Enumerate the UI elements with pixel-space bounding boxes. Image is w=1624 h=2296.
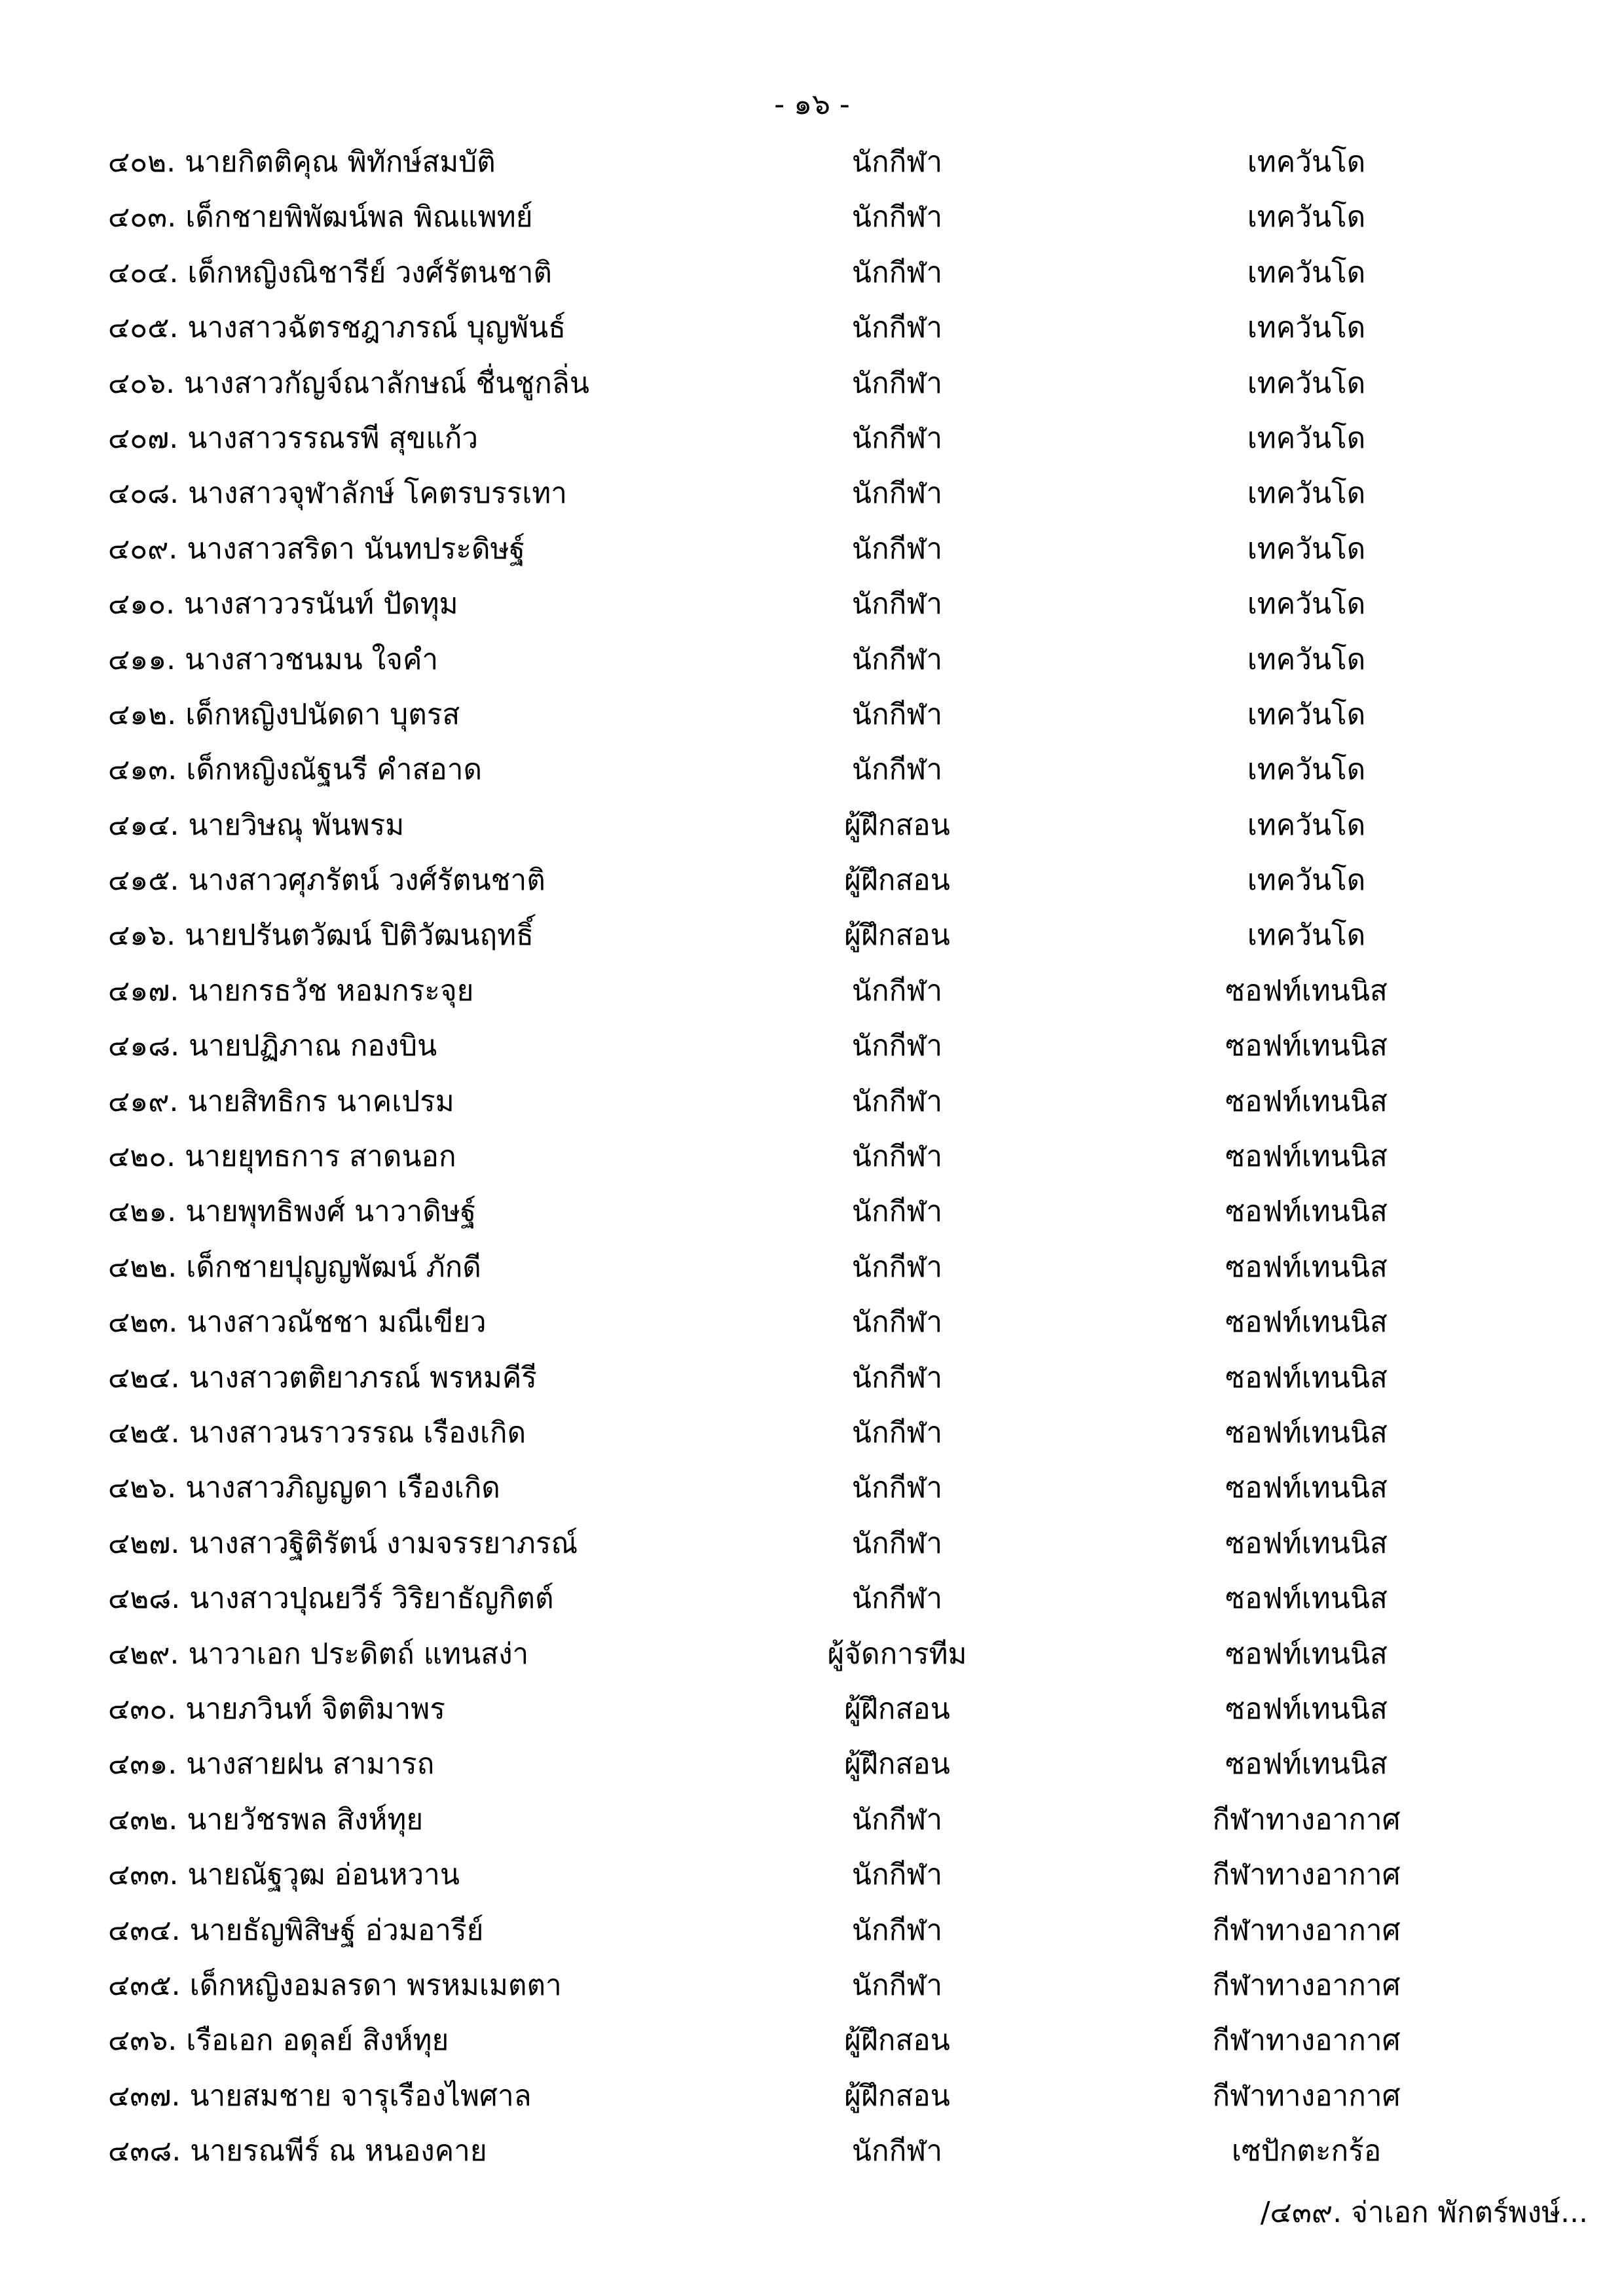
entry-name: ๔๒๓. นางสาวณัชชา มณีเขียว — [108, 1305, 487, 1339]
entry-role: ผู้ฝึกสอน — [844, 2079, 950, 2113]
entry-sport: ซอฟท์เทนนิส — [1225, 1195, 1388, 1229]
entry-role: นักกีฬา — [851, 1913, 943, 1947]
entry-name: ๔๓๑. นางสายฝน สามารถ — [108, 1747, 435, 1781]
entry-role: นักกีฬา — [851, 311, 943, 345]
entry-name: ๔๐๘. นางสาวจุฬาลักษ์ โคตรบรรเทา — [108, 477, 567, 511]
entry-sport: เซปักตะกร้อ — [1231, 2134, 1382, 2168]
roster-row — [0, 1468, 1624, 1523]
roster-row — [0, 1966, 1624, 2021]
entry-role: นักกีฬา — [851, 1582, 943, 1616]
roster-row — [0, 1303, 1624, 1358]
entry-name: ๔๐๙. นางสาวสริดา นันทประดิษฐ์ — [108, 532, 525, 566]
entry-sport: เทควันโด — [1247, 145, 1366, 179]
entry-sport: ซอฟท์เทนนิส — [1225, 1747, 1388, 1781]
roster-row — [0, 750, 1624, 805]
entry-sport: เทควันโด — [1247, 697, 1366, 731]
entry-sport: เทควันโด — [1247, 587, 1366, 621]
entry-role: นักกีฬา — [851, 366, 943, 400]
entry-role: นักกีฬา — [851, 974, 943, 1008]
roster-row — [0, 530, 1624, 585]
entry-role: นักกีฬา — [851, 1360, 943, 1394]
roster-row — [0, 419, 1624, 474]
entry-name: ๔๑๓. เด็กหญิงณัฐนรี คำสอาด — [108, 753, 483, 787]
roster-row — [0, 1027, 1624, 1082]
entry-sport: ซอฟท์เทนนิส — [1225, 1637, 1388, 1671]
entry-sport: ซอฟท์เทนนิส — [1225, 1140, 1388, 1174]
entry-name: ๔๑๒. เด็กหญิงปนัดดา บุตรส — [108, 697, 460, 731]
entry-name: ๔๑๐. นางสาววรนันท์ ปัดทุม — [108, 587, 458, 621]
entry-name: ๔๑๑. นางสาวชนมน ใจคำ — [108, 642, 439, 676]
entry-sport: ซอฟท์เทนนิส — [1225, 974, 1388, 1008]
page-number: - ๑๖ - — [774, 88, 850, 121]
roster-row — [0, 695, 1624, 750]
entry-role: ผู้ฝึกสอน — [844, 864, 950, 898]
entry-role: นักกีฬา — [851, 697, 943, 731]
entry-name: ๔๒๒. เด็กชายปุญญพัฒน์ ภักดี — [108, 1250, 481, 1284]
roster-row — [0, 1635, 1624, 1690]
entry-sport: เทควันโด — [1247, 808, 1366, 842]
entry-name: ๔๒๑. นายพุทธิพงศ์ นาวาดิษฐ์ — [108, 1195, 477, 1229]
entry-name: ๔๑๖. นายปรันตวัฒน์ ปิติวัฒนฤทธิ์ — [108, 919, 534, 953]
entry-role: นักกีฬา — [851, 477, 943, 511]
entry-name: ๔๓๒. นายวัชรพล สิงห์ทุย — [108, 1802, 424, 1836]
entry-sport: กีฬาทางอากาศ — [1212, 1858, 1401, 1892]
entry-sport: ซอฟท์เทนนิส — [1225, 1305, 1388, 1339]
roster-row — [0, 1745, 1624, 1800]
entry-sport: ซอฟท์เทนนิส — [1225, 1526, 1388, 1560]
entry-sport: เทควันโด — [1247, 919, 1366, 953]
roster-row — [0, 1579, 1624, 1634]
roster-row — [0, 2077, 1624, 2132]
entry-role: นักกีฬา — [851, 1084, 943, 1118]
entry-role: ผู้ฝึกสอน — [844, 808, 950, 842]
roster-row — [0, 253, 1624, 308]
entry-name: ๔๐๗. นางสาวรรณรพี สุขแก้ว — [108, 421, 479, 455]
entry-name: ๔๐๓. เด็กชายพิพัฒน์พล พิณแพทย์ — [108, 200, 533, 234]
roster-row — [0, 861, 1624, 916]
entry-name: ๔๒๗. นางสาวฐิติรัตน์ งามจรรยาภรณ์ — [108, 1526, 578, 1560]
entry-sport: กีฬาทางอากาศ — [1212, 1802, 1401, 1836]
entry-role: นักกีฬา — [851, 1526, 943, 1560]
entry-name: ๔๒๘. นางสาวปุณยวีร์ วิริยาธัญกิตต์ — [108, 1582, 554, 1616]
entry-role: นักกีฬา — [851, 145, 943, 179]
entry-role: นักกีฬา — [851, 1195, 943, 1229]
roster-row — [0, 143, 1624, 198]
entry-role: นักกีฬา — [851, 1305, 943, 1339]
roster-row — [0, 1524, 1624, 1579]
entry-sport: เทควันโด — [1247, 421, 1366, 455]
entry-name: ๔๓๔. นายธัญพิสิษฐ์ อ่วมอารีย์ — [108, 1913, 484, 1947]
entry-role: นักกีฬา — [851, 532, 943, 566]
entry-name: ๔๑๘. นายปฏิภาณ กองบิน — [108, 1029, 437, 1063]
roster-row — [0, 1800, 1624, 1855]
entry-sport: เทควันโด — [1247, 753, 1366, 787]
entry-name: ๔๑๕. นางสาวศุภรัตน์ วงศ์รัตนชาติ — [108, 864, 545, 898]
roster-row — [0, 308, 1624, 363]
roster-row — [0, 2132, 1624, 2187]
entry-role: นักกีฬา — [851, 421, 943, 455]
entry-name: ๔๒๙. นาวาเอก ประดิตถ์ แทนสง่า — [108, 1637, 529, 1671]
entry-name: ๔๓๐. นายภวินท์ จิตติมาพร — [108, 1692, 445, 1726]
entry-name: ๔๓๘. นายรณพีร์ ณ หนองคาย — [108, 2134, 487, 2168]
entry-role: นักกีฬา — [851, 1802, 943, 1836]
entry-role: นักกีฬา — [851, 1858, 943, 1892]
entry-role: นักกีฬา — [851, 200, 943, 234]
entry-role: นักกีฬา — [851, 1029, 943, 1063]
entry-sport: ซอฟท์เทนนิส — [1225, 1250, 1388, 1284]
roster-row — [0, 474, 1624, 529]
entry-name: ๔๑๙. นายสิทธิกร นาคเปรม — [108, 1084, 454, 1118]
roster-row — [0, 1855, 1624, 1910]
entry-sport: เทควันโด — [1247, 532, 1366, 566]
entry-sport: เทควันโด — [1247, 255, 1366, 289]
roster-row — [0, 1911, 1624, 1966]
roster-row — [0, 972, 1624, 1027]
roster-row — [0, 1248, 1624, 1303]
entry-role: นักกีฬา — [851, 1471, 943, 1505]
entry-sport: เทควันโด — [1247, 864, 1366, 898]
roster-row — [0, 1137, 1624, 1192]
roster-row — [0, 1192, 1624, 1247]
roster-row — [0, 1082, 1624, 1137]
entry-sport: เทควันโด — [1247, 311, 1366, 345]
entry-role: ผู้ฝึกสอน — [844, 1692, 950, 1726]
entry-sport: เทควันโด — [1247, 200, 1366, 234]
entry-sport: ซอฟท์เทนนิส — [1225, 1582, 1388, 1616]
entry-name: ๔๒๐. นายยุทธการ สาดนอก — [108, 1140, 456, 1174]
entry-name: ๔๒๔. นางสาวตติยาภรณ์ พรหมคีรี — [108, 1360, 537, 1394]
entry-role: ผู้ฝึกสอน — [844, 1747, 950, 1781]
entry-name: ๔๑๗. นายกรธวัช หอมกระจุย — [108, 974, 474, 1008]
roster-row — [0, 364, 1624, 419]
continuation-note: /๔๓๙. จ่าเอก พักตร์พงษ์... — [1260, 2196, 1588, 2229]
entry-name: ๔๐๒. นายกิตติคุณ พิทักษ์สมบัติ — [108, 145, 496, 179]
entry-role: ผู้จัดการทีม — [827, 1637, 967, 1671]
entry-role: นักกีฬา — [851, 587, 943, 621]
entry-sport: กีฬาทางอากาศ — [1212, 1913, 1401, 1947]
entry-role: นักกีฬา — [851, 1140, 943, 1174]
entry-name: ๔๓๗. นายสมชาย จารุเรืองไพศาล — [108, 2079, 532, 2113]
entry-sport: กีฬาทางอากาศ — [1212, 2079, 1401, 2113]
roster-row — [0, 1358, 1624, 1413]
roster-row — [0, 585, 1624, 640]
roster-row — [0, 916, 1624, 971]
entry-sport: ซอฟท์เทนนิส — [1225, 1360, 1388, 1394]
entry-name: ๔๒๖. นางสาวภิญญดา เรืองเกิด — [108, 1471, 500, 1505]
entry-role: ผู้ฝึกสอน — [844, 2024, 950, 2058]
entry-name: ๔๓๖. เรือเอก อดุลย์ สิงห์ทุย — [108, 2024, 449, 2058]
entry-role: นักกีฬา — [851, 255, 943, 289]
roster-row — [0, 2021, 1624, 2076]
entry-role: นักกีฬา — [851, 1415, 943, 1449]
roster-row — [0, 1690, 1624, 1745]
entry-name: ๔๐๔. เด็กหญิงณิชารีย์ วงศ์รัตนชาติ — [108, 255, 553, 289]
roster-list — [0, 143, 1624, 2187]
entry-role: นักกีฬา — [851, 642, 943, 676]
entry-name: ๔๐๖. นางสาวกัญจ์ณาลักษณ์ ชื่นชูกลิ่น — [108, 366, 589, 400]
entry-name: ๔๐๕. นางสาวฉัตรชฎาภรณ์ บุญพันธ์ — [108, 311, 566, 345]
entry-sport: ซอฟท์เทนนิส — [1225, 1029, 1388, 1063]
entry-name: ๔๑๔. นายวิษณุ พันพรม — [108, 808, 405, 842]
entry-sport: ซอฟท์เทนนิส — [1225, 1692, 1388, 1726]
entry-name: ๔๒๕. นางสาวนราวรรณ เรืองเกิด — [108, 1415, 526, 1449]
entry-sport: เทควันโด — [1247, 366, 1366, 400]
entry-sport: กีฬาทางอากาศ — [1212, 1968, 1401, 2002]
entry-sport: กีฬาทางอากาศ — [1212, 2024, 1401, 2058]
roster-row — [0, 640, 1624, 695]
entry-name: ๔๓๕. เด็กหญิงอมลรดา พรหมเมตตา — [108, 1968, 562, 2002]
entry-role: ผู้ฝึกสอน — [844, 919, 950, 953]
entry-name: ๔๓๓. นายณัฐวุฒ อ่อนหวาน — [108, 1858, 460, 1892]
roster-row — [0, 198, 1624, 253]
entry-sport: ซอฟท์เทนนิส — [1225, 1415, 1388, 1449]
entry-role: นักกีฬา — [851, 2134, 943, 2168]
entry-role: นักกีฬา — [851, 1968, 943, 2002]
roster-row — [0, 1413, 1624, 1468]
entry-sport: ซอฟท์เทนนิส — [1225, 1084, 1388, 1118]
entry-role: นักกีฬา — [851, 753, 943, 787]
entry-sport: เทควันโด — [1247, 642, 1366, 676]
entry-role: นักกีฬา — [851, 1250, 943, 1284]
entry-sport: เทควันโด — [1247, 477, 1366, 511]
entry-sport: ซอฟท์เทนนิส — [1225, 1471, 1388, 1505]
roster-row — [0, 806, 1624, 861]
